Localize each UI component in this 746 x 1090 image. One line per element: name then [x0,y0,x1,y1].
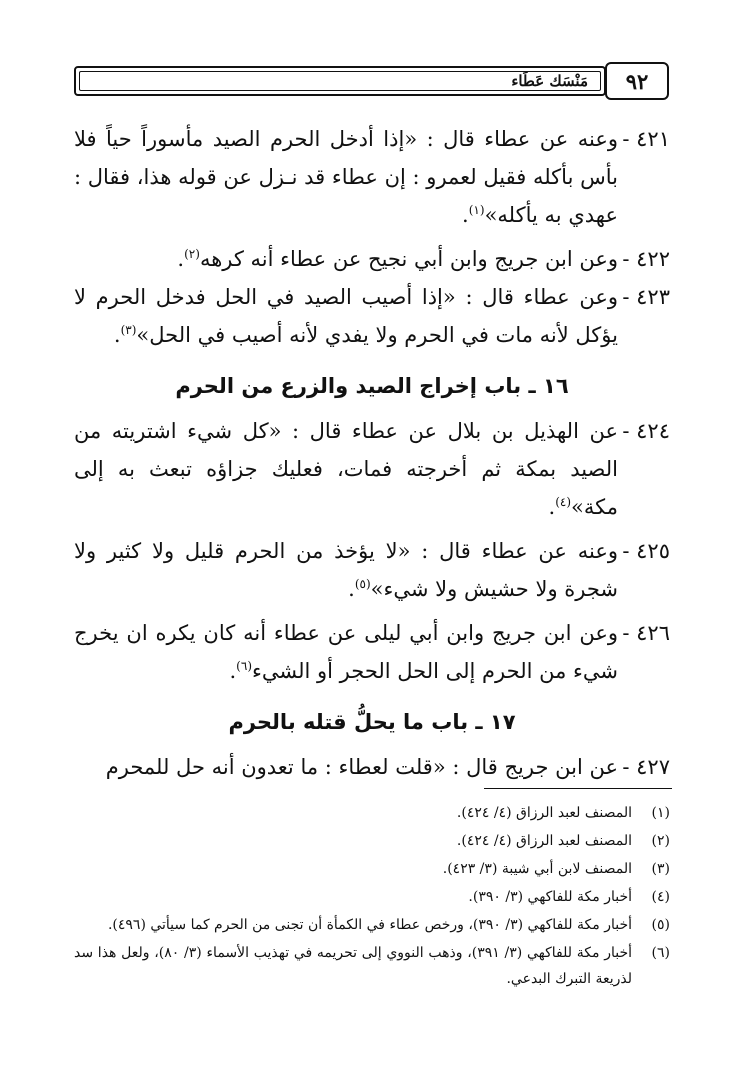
footnote-text: المصنف لابن أبي شيبة (٣/ ٤٢٣). [442,861,632,877]
entry-426 [74,614,670,690]
footnote-divider [484,788,672,789]
footnote-number: (٤) [651,889,670,905]
footnote-6 [74,940,670,992]
footnote-4 [74,884,670,910]
entry-body: وعن عطاء قال : «إذا أصيب الصيد في الحل فدخل الحرم لا يؤكل لأنه مات في الحرم ولا يفدي لأنه أصيب في الحل» [74,285,618,347]
footnote-1 [74,800,670,826]
book-title [74,66,606,96]
footnote-text: أخبار مكة للفاكهي (٣/ ٣٩١)، وذهب النووي إلى تحريمه في تهذيب الأسماء (٣/ ٨٠)، ولعل هذا سد لذريعة التبرك البدعي. [74,945,632,987]
footnote-text: أخبار مكة للفاكهي (٣/ ٣٩٠)، ورخص عطاء في الكمأة أن تجنى من الحرم كما سيأتي (٤٩٦). [107,917,632,933]
footnote-text: المصنف لعبد الرزاق (٤/ ٤٢٤). [456,833,632,849]
entry-end: . [348,577,355,601]
main-text [74,120,670,786]
entry-end: . [462,203,469,227]
footnote-ref: (١) [468,203,485,217]
entry-end: . [113,323,121,347]
entry-number: ٤٢١ - [622,127,670,151]
entry-423 [74,278,670,354]
entry-number: ٤٢٢ - [622,247,670,271]
footnote-number: (٦) [651,945,670,961]
entry-end: . [177,247,185,271]
footnote-3 [74,856,670,882]
entry-number: ٤٢٦ - [622,621,670,645]
footnotes [74,800,670,994]
entry-text: عن ابن جريج قال : «قلت لعطاء : ما تعدون أنه حل للمحرم [105,755,618,779]
footnote-ref: (٣) [120,323,137,337]
entry-number: ٤٢٣ - [622,285,670,309]
chapter-heading-16: ١٦ ـ باب إخراج الصيد والزرع من الحرم [175,374,569,398]
page-header [74,62,669,102]
footnote-number: (١) [651,805,670,821]
entry-421 [74,120,670,234]
page-number: ٩٢ [605,62,669,100]
entry-text [74,412,618,526]
book-title-text: مَنْسَك عَطَاء [511,72,588,90]
entry-end: . [548,495,556,519]
footnote-2 [74,828,670,854]
entry-text [74,614,618,690]
chapter-heading-17: ١٧ ـ باب ما يحلُّ قتله بالحرم [228,710,516,734]
entry-425 [74,532,670,608]
footnote-ref: (٤) [555,495,572,509]
entry-number: ٤٢٥ - [622,539,670,563]
footnote-ref: (٢) [184,247,200,261]
footnote-5 [74,912,670,938]
entry-text [74,278,618,354]
entry-number: ٤٢٧ - [622,755,670,779]
footnote-ref: (٦) [236,659,252,673]
entry-text [74,120,618,234]
entry-text [74,532,618,608]
entry-422 [74,240,670,278]
footnote-number: (٢) [651,833,670,849]
footnote-number: (٥) [651,917,670,933]
entry-body: وعنه عن عطاء قال : «إذا أدخل الحرم الصيد مأسوراً حياً فلا بأس بأكله فقيل لعمرو : إن عطاء قد نـزل عن قوله هذا، فقال : عهدي به يأكله» [74,127,618,227]
entry-body: وعنه عن عطاء قال : «لا يؤخذ من الحرم قليل ولا كثير ولا شجرة ولا حشيش ولا شيء» [74,539,618,601]
entry-text [74,240,618,278]
entry-body: وعن ابن جريج وابن أبي ليلى عن عطاء أنه كان يكره ان يخرج شيء من الحرم إلى الحل الحجر أو الشيء [74,621,618,683]
footnote-ref: (٥) [354,577,371,591]
footnote-text: أخبار مكة للفاكهي (٣/ ٣٩٠). [468,889,632,905]
entry-number: ٤٢٤ - [622,419,670,443]
entry-427 [74,748,670,786]
entry-end: . [229,659,237,683]
entry-424 [74,412,670,526]
footnote-number: (٣) [651,861,670,877]
entry-body: وعن ابن جريج وابن أبي نجيح عن عطاء أنه كرهه [199,247,618,271]
entry-body: عن الهذيل بن بلال عن عطاء قال : «كل شيء اشتريته من الصيد بمكة ثم أخرجته فمات، فعليك جزاؤه تبعث به إلى مكة» [74,419,618,519]
footnote-text: المصنف لعبد الرزاق (٤/ ٤٢٤). [456,805,632,821]
